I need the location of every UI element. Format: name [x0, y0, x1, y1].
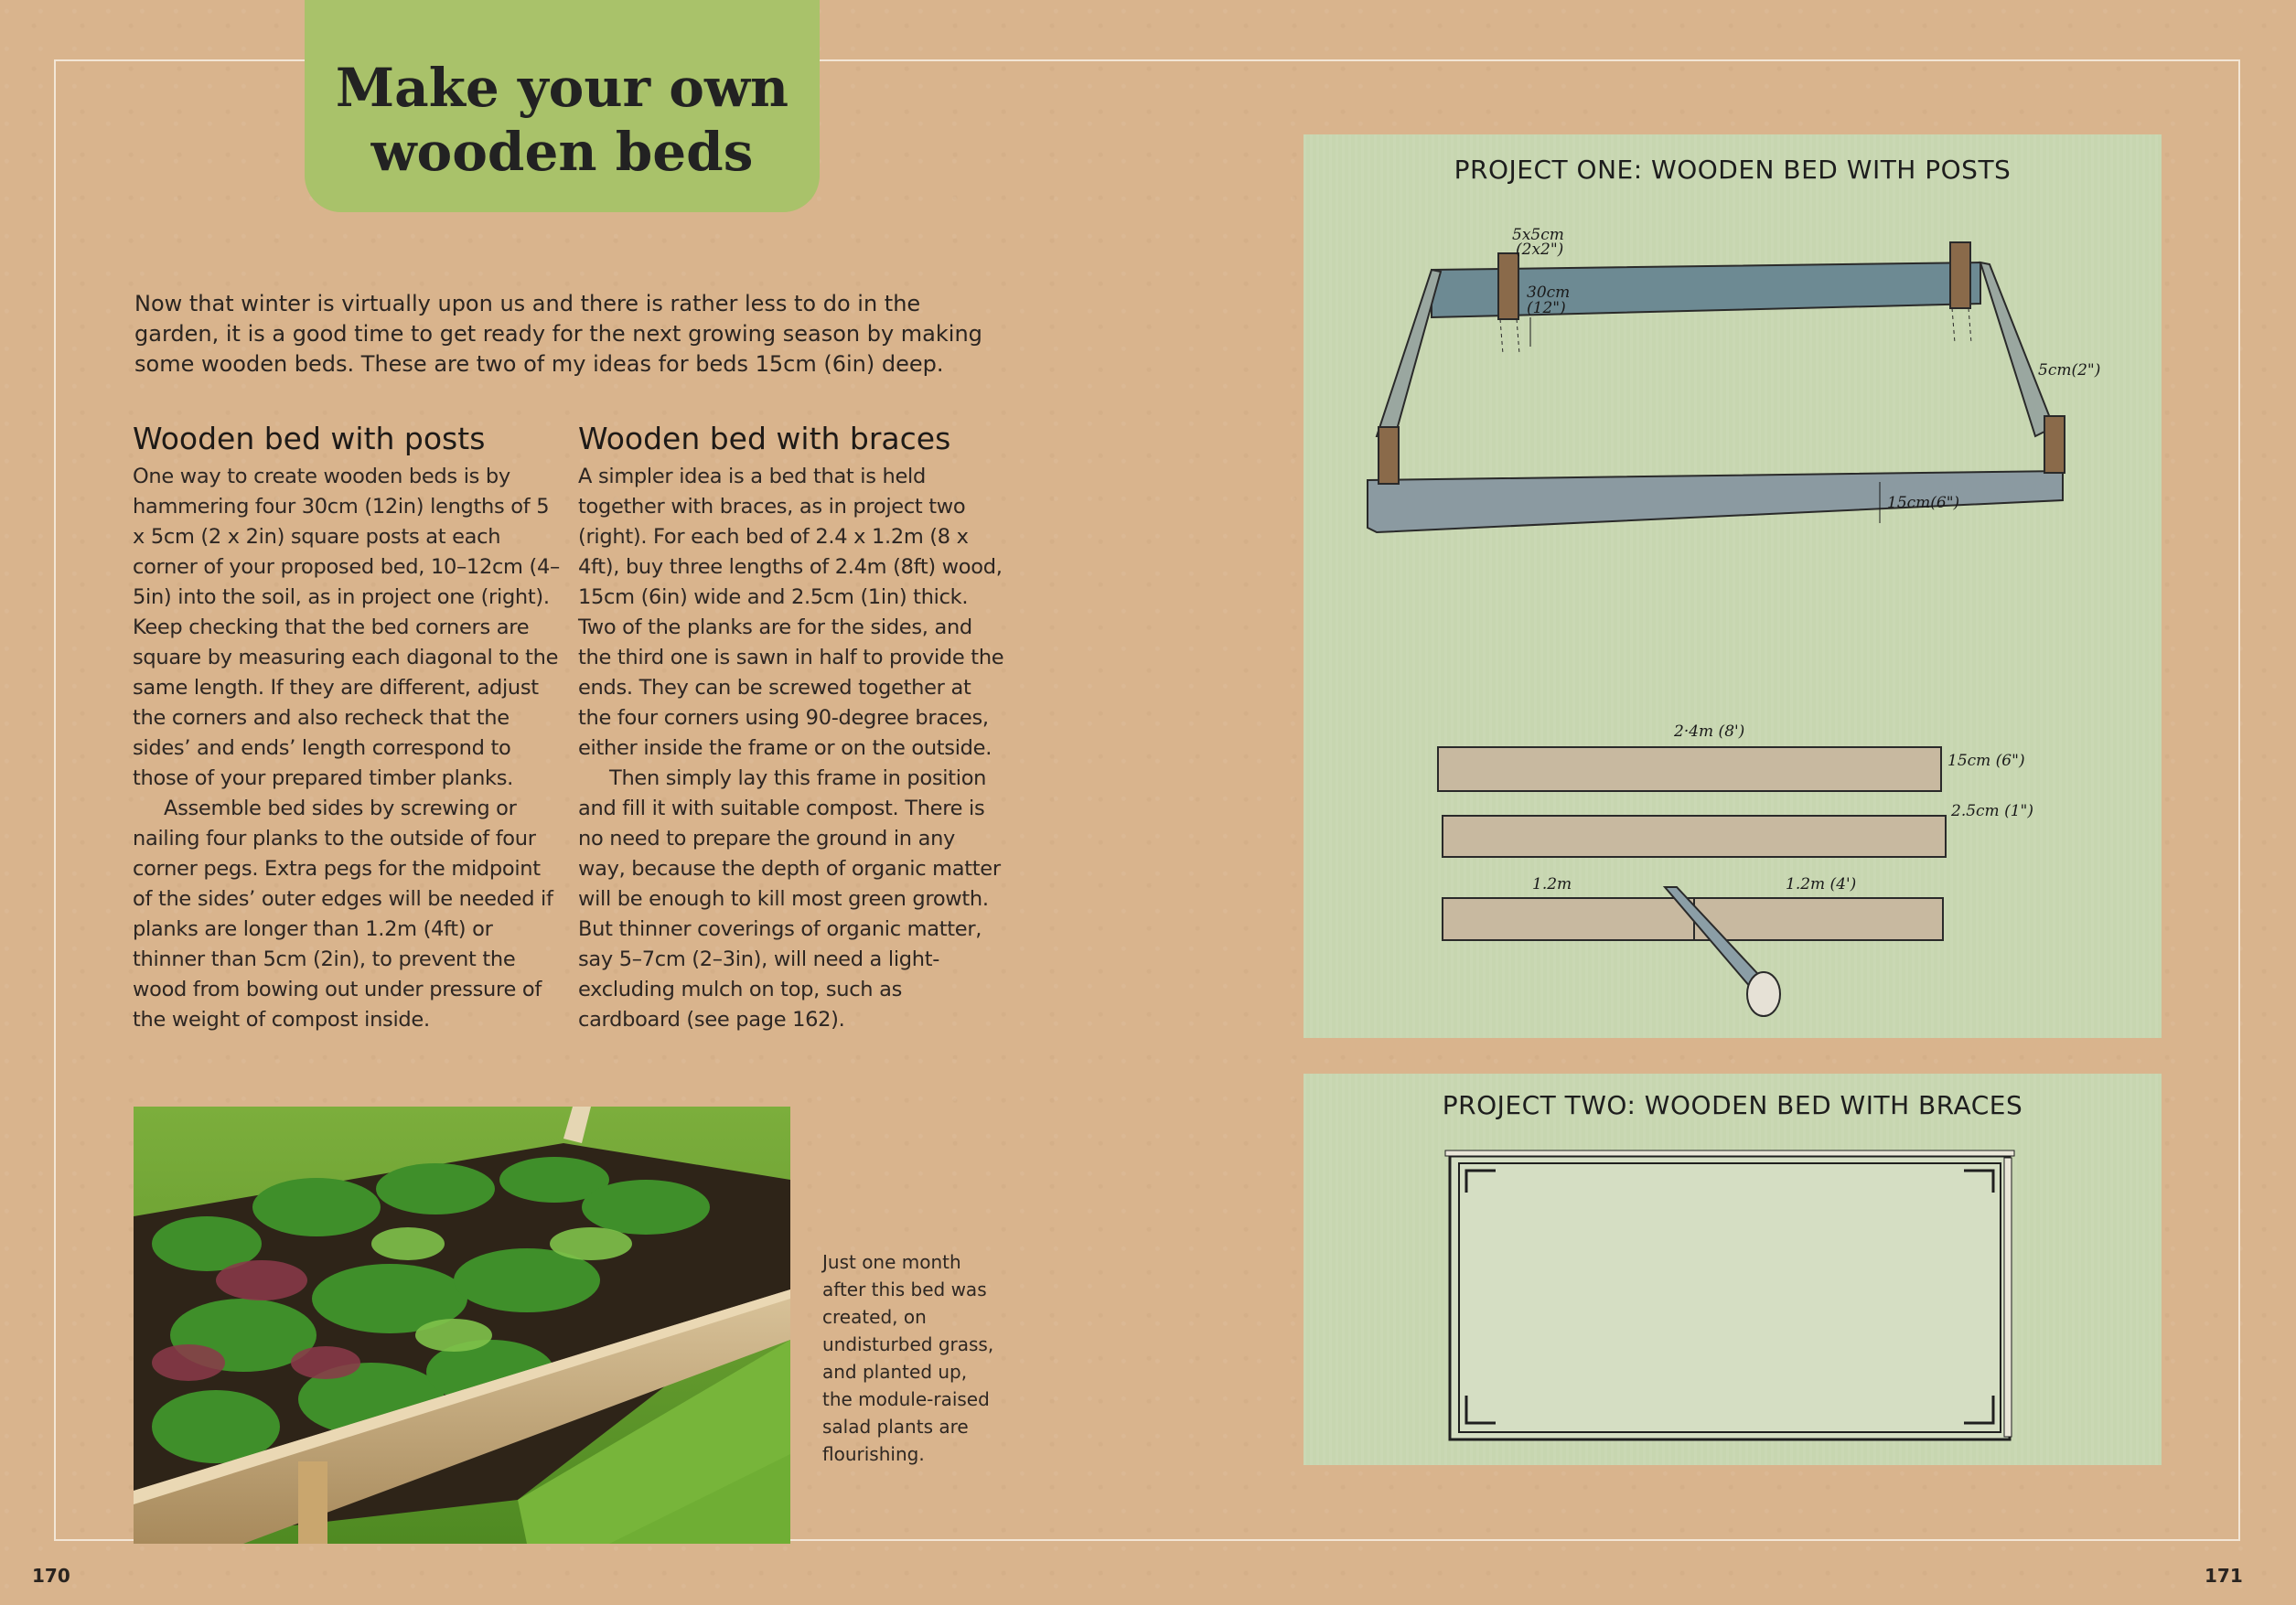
- plank-1: [1438, 747, 1941, 791]
- right-plank: [1980, 262, 2054, 436]
- plank-half-right: [1694, 898, 1943, 940]
- label-plank-len: 2·4m (8'): [1674, 722, 1745, 741]
- label-post-len: 30cm: [1527, 284, 1571, 302]
- post-back-left: [1498, 253, 1518, 319]
- plank-half-left: [1443, 898, 1694, 940]
- section-posts-para-1: One way to create wooden beds is by hammering four 30cm (12in) lengths of 5 x 5cm (2 x 2in) square posts at each corner of your proposed bed, 10–12cm (4–5in) into the soil, as in project one (right). Keep checking that the bed corners are square by measuring each diagonal to the same length. If they are different, adjust the corners and also recheck that the sides’ and ends’ length correspond to those of your prepared timber planks.: [133, 465, 560, 790]
- project-one-panel: [1304, 134, 2162, 1038]
- post-front-left: [1379, 427, 1399, 484]
- project-one-drawing: [1304, 134, 2162, 1038]
- section-braces: [578, 421, 1008, 1035]
- label-post-size: 5x5cm: [1512, 226, 1564, 244]
- plank-2: [1443, 816, 1946, 857]
- page-number-right: 171: [2205, 1565, 2243, 1587]
- project-two-panel: [1304, 1074, 2162, 1465]
- saw-handle: [1747, 972, 1780, 1016]
- section-braces-heading: Wooden bed with braces: [578, 421, 951, 456]
- project-two-drawing: [1304, 1074, 2162, 1465]
- project-two-heading: PROJECT TWO: WOODEN BED WITH BRACES: [1442, 1090, 2023, 1120]
- label-half-left: 1.2m: [1532, 875, 1572, 893]
- label-depth: 15cm(6"): [1887, 494, 1960, 512]
- label-post-size-in: (2x2"): [1516, 241, 1564, 259]
- page-title: [336, 56, 789, 184]
- title-tab: [305, 0, 820, 212]
- post-front-right: [2044, 416, 2065, 473]
- raised-bed-photo: [134, 1107, 790, 1544]
- label-plank-width: 15cm (6"): [1947, 752, 2025, 770]
- title-line-1: Make your own: [335, 57, 789, 119]
- section-posts-heading: Wooden bed with posts: [133, 421, 486, 456]
- left-plank: [1377, 270, 1441, 436]
- section-braces-para-2: Then simply lay this frame in position and fill it with suitable compost. There is no need to prepare the ground in any way, because the depth of organic matter will be enough to kill most green growth. But thinner coverings of organic matter, say 5–7cm (2–3in), will need a light-excluding mulch on top, such as cardboard (see page 162).: [578, 766, 1001, 1032]
- bed-frame-outer: [1450, 1156, 2010, 1439]
- post-back-right: [1950, 242, 1970, 308]
- label-plank-thick: 2.5cm (1"): [1951, 802, 2033, 820]
- label-post-len-in: (12"): [1527, 299, 1566, 317]
- raised-bed-photo-illustration: [134, 1107, 790, 1544]
- section-posts: [133, 421, 563, 1035]
- section-braces-para-1: A simpler idea is a bed that is held together with braces, as in project two (right). For each bed of 2.4 x 1.2m (8 x 4ft), buy three lengths of 2.4m (8ft) wood, 15cm (6in) wide and 2.5cm (1in) thick. Two of the planks are for the sides, and the third one is sawn in half to provide the ends. They can be screwed together at the four corners using 90-degree braces, either inside the frame or on the outside.: [578, 465, 1004, 760]
- photo-caption: Just one month after this bed was created, on undisturbed grass, and planted up, the module-raised salad plants are flourishing.: [822, 1251, 994, 1465]
- title-line-2: wooden beds: [370, 121, 754, 183]
- intro-paragraph: Now that winter is virtually upon us and there is rather less to do in the garden, it is a good time to get ready for the next growing season by making some wooden beds. These are two of my ideas for beds 15cm (6in) deep.: [134, 291, 982, 377]
- label-side-thick: 5cm(2"): [2038, 361, 2101, 380]
- page-number-left: 170: [32, 1565, 70, 1587]
- label-half-right: 1.2m (4'): [1786, 875, 1857, 893]
- section-posts-para-2: Assemble bed sides by screwing or nailing four planks to the outside of four corner pegs. Extra pegs for the midpoint of the sides’ outer edges will be needed if planks are longer than 1.2m (4ft) or thinner than 5cm (2in), to prevent the wood from bowing out under pressure of the weight of compost inside.: [133, 797, 553, 1032]
- project-one-heading: PROJECT ONE: WOODEN BED WITH POSTS: [1454, 155, 2012, 185]
